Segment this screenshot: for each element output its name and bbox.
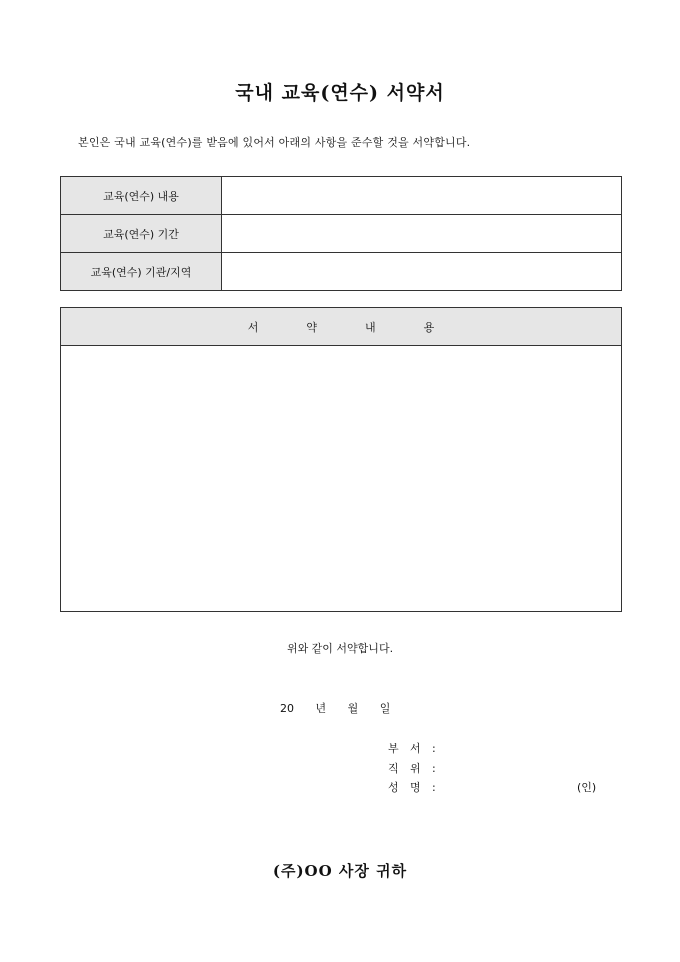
pledge-header-char: 약 — [306, 320, 317, 334]
table-row — [61, 177, 622, 215]
intro-statement: 본인은 국내 교육(연수)를 받음에 있어서 아래의 사항을 준수할 것을 서약합니다. — [78, 136, 471, 149]
label-content: 교육(연수) 내용 — [61, 177, 222, 215]
table-row — [61, 215, 622, 253]
signature-department: 부 서 : — [388, 742, 436, 755]
field-institution[interactable] — [222, 253, 622, 291]
pledge-header — [61, 308, 621, 346]
date-month-label: 월 — [347, 702, 359, 715]
label-institution: 교육(연수) 기관/지역 — [61, 253, 222, 291]
confirmation-text: 위와 같이 서약합니다. — [286, 642, 394, 655]
pledge-header-char: 내 — [365, 320, 376, 334]
seal-mark: (인) — [577, 781, 597, 794]
date-year-prefix: 20 — [280, 702, 294, 715]
signature-name: 성 명 : — [388, 781, 436, 794]
document-title: 국내 교육(연수) 서약서 — [235, 82, 445, 104]
table-row — [61, 253, 622, 291]
closing-addressee: (주)OO 사장 귀하 — [272, 862, 408, 880]
pledge-header-char: 서 — [247, 320, 259, 334]
pledge-section — [60, 307, 622, 612]
date-year-label: 년 — [315, 702, 327, 715]
field-content[interactable] — [222, 177, 622, 215]
field-period[interactable] — [222, 215, 622, 253]
pledge-header-char: 용 — [423, 320, 435, 334]
date-line — [280, 700, 408, 716]
date-day-label: 일 — [379, 702, 391, 715]
info-table — [60, 176, 622, 291]
signature-position: 직 위 : — [388, 762, 436, 775]
pledge-body-field[interactable] — [61, 346, 621, 611]
label-period: 교육(연수) 기간 — [61, 215, 222, 253]
